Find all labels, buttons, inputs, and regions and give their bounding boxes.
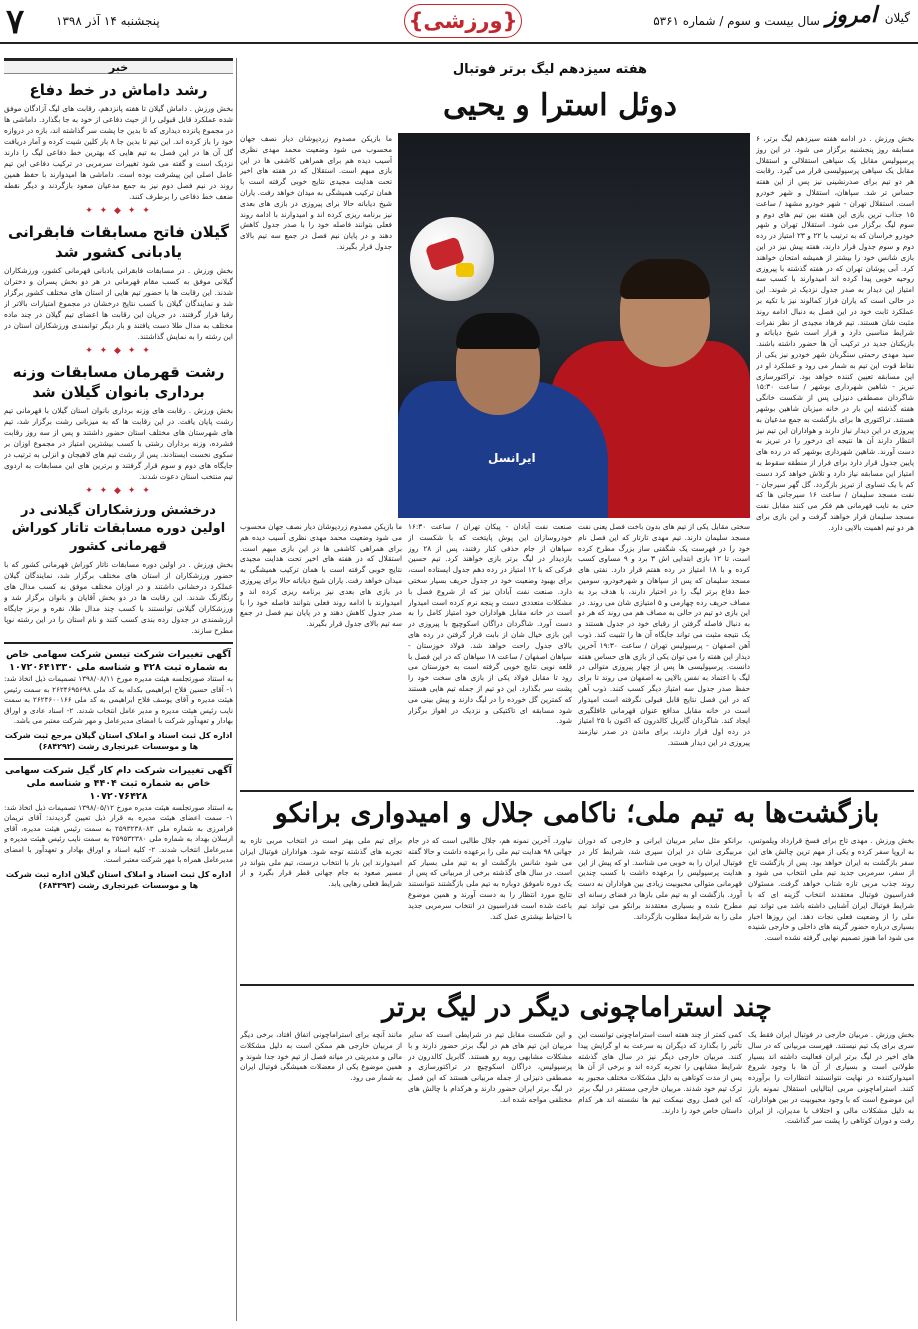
logo-name: امروز	[825, 2, 878, 28]
issue-number: سال بیست و سوم / شماره ۵۳۶۱	[653, 14, 820, 28]
news-body: بخش ورزش . رقابت های وزنه برداری بانوان استان گیلان با قهرمانی تیم رشت پایان یافت. در این رقابت ها که به میزبانی رشت برگزار شد، تیم های شهرستان های مختلف استان حضور داشتند و پس از سه روز رقابت فشرده، وزنه برداران رشتی با کسب بیشترین امتیاز در مجموع اوزان بر سکوی نخست ایستادند. پس از رشت تیم های لاهیجان و انزلی به ترتیب در جایگاه های دوم و سوم قرار گرفتند و برترین های این مسابقات به اردوی تیم منتخب استان دعوت شدند.	[4, 406, 233, 481]
shirt-sponsor: ایرانسل	[488, 451, 536, 465]
notice-footer: اداره کل ثبت اسناد و املاک استان گیلان مرجع ثبت شرکت ها و موسسات غیرتجاری رشت (۶۸۴۲۹۲)	[4, 730, 233, 751]
story-column: بخش ورزش . مربیان خارجی در فوتبال ایران فقط یک سری برای یک تیم نیستند. فهرست مربیانی که در سال های اخیر در لیگ برتر ایران فعالیت داشته اند بسیار طولانی است و بسیاری از آن ها با وجود شروع امیدوارکننده در نهایت نتوانستند انتظارات را برآورده کنند. استراماچونی مربی ایتالیایی استقلال نمونه بارز این موضوع است که با وجود محبوبیت در بین هواداران، به دلیل مشکلات مالی و اختلاف با مدیران، از ایران رفت و دوران کوتاهی را پشت سر گذاشت.	[748, 1030, 914, 1126]
sidebar-heading: خبر	[4, 58, 233, 74]
logo-region: گیلان	[884, 11, 910, 25]
story-column: ما بازیکن مصدوم زردپوشان دیار نصف جهان محسوب می شود وضعیت محمد مهدی نظری آسیب دیده هم برای همراهی کاشفی ها در این بازی مبهم است. استقلال که در هفته های اخیر تحت هدایت مجیدی نتایج خوبی گرفته است با همان ترکیب همیشگی به میدان خواهد رفت. یاران شیخ دیاباته حالا برای پیروزی در بازی های بعدی نیز برنامه ریزی کرده اند و امیدوارند با ادامه روند فعلی بتوانند فاصله خود را با صدر جدول کاهش دهند و در پایان نیم فصل در جمع سه تیم بالای جدول قرار بگیرند.	[240, 134, 392, 251]
story-headline: چند استراماچونی دیگر در لیگ برتر	[382, 992, 772, 1023]
news-body: بخش ورزش . در اولین دوره مسابقات تاتار کوراش قهرمانی کشور که با حضور ورزشکاران از استان های مختلف برگزار شد، نمایندگان گیلان عملکرد درخشانی داشتند و در اوزان مختلف موفق به کسب مدال های رنگارنگ شدند. این رقابت ها در دو بخش آقایان و بانوان برگزار شد و ورزشکاران گیلانی توانستند با کسب چند مدال طلا، نقره و برنز جایگاه ارزشمندی در جدول رده بندی کسب کنند و نام استان را در این رشته نوپا مطرح سازند.	[4, 560, 233, 635]
news-body: بخش ورزش . داماش گیلان تا هفته پانزدهم، رقابت های لیگ آزادگان موفق شده عملکرد قابل قبولی را از حیث دفاعی از خود به جا بگذارد. داماشی ها در مجموع پانزده دیداری که تا بدین جا پشت سر گذاشته اند، بازه در دروازه خود را باز کرده اند. این تیم تا بدین جا ۸ بار کلین شیت کرده و آمار دریافت گل آن ها در این فصل به تیم هایی که بهترین خط دفاعی لیگ را دارند نزدیک است و گفته می شود تغییرات سرمربی در ترکیب دفاعی این تیم عامل اصلی این پیشرفت بوده است. داماشی ها امیدوارند با حفظ همین روند در نیم فصل دوم نیز به جمع مدعیان صعود بازگردند و دیگر نقطه ضعف خط دفاعی را برطرف کنند.	[4, 104, 233, 201]
divider-ornament: ✦ ✦ ◆ ✦ ✦	[85, 346, 152, 356]
news-title: رشد داماش در خط دفاع	[29, 81, 208, 99]
news-sidebar	[4, 58, 233, 1321]
story-column: صنعت نفت آبادان - پیکان تهران / ساعت ۱۶:۳۰ خودروسازان این پوش پایتخت که با شکست از سپاهان از جام حذفی کنار رفتند، پس از ۲۸ روز بازدیدار در لیگ برتر بازی خواهند کرد. تیم حسین فرکی که با ۱۲ امتیاز در رده دهم جدول ایستاده است، برای بهبود وضعیت خود در جدول حریف بسیار سختی دارد. صنعت نفت آبادان نیز که از شروع فصل با مشکلات متعددی دست و پنجه نرم کرده است امیدوار است در خانه مقابل هواداران خود امتیاز کامل را به دست آورد. شاگردان دراگان اسکوچیچ با پیروزی در این بازی خیال شان از بابت قرار گرفتن در رده های بالای جدول راحت خواهد شد. فولاد خوزستان - سپاهان اصفهان / ساعت ۱۸ سپاهان که در این فصل با قلعه نویی نتایج خوبی گرفته است به خوزستان می رود تا مقابل فولاد یکی از بازی های سخت خود را پشت سر بگذارد. این دو تیم از جمله تیم هایی هستند که کمترین گل خورده را در لیگ دارند و پیش بینی می شود مسابقه ای تاکتیکی و نزدیک در اهواز برگزار شود.	[408, 522, 572, 726]
notice-title: آگهی تغییرات شرکت دام کار گیل شرکت سهامی خاص به شماره ثبت ۴۴۰۴ و شناسه ملی ۱۰۷۲۰۷۶۴۲۸	[4, 764, 233, 802]
story-column: نیاورد. آخرین نمونه هم، جلال طالبی است که در جام جهانی ۹۸ هدایت تیم ملی را برعهده داشت و حالا گفته می شود شانس بازگشت او به تیم ملی بسیار کم است. در سال های گذشته برخی از مربیانی که پس از یک دوره ناموفق دوباره به تیم ملی بازگشتند نتوانستند نتایج مورد انتظار را به دست آورند و همین موضوع باعث شده است فدراسیون در انتخاب سرمربی جدید با احتیاط بیشتری عمل کند.	[408, 836, 572, 921]
section-rule	[240, 984, 914, 986]
section-title: {ورزشی}	[404, 4, 522, 38]
legal-notice	[4, 642, 233, 752]
page-number: ۷	[6, 2, 25, 42]
story-headline: دوئل استرا و یحیی	[443, 88, 677, 123]
news-title: رشت قهرمان مسابقات وزنه برداری بانوان گیلان شد	[12, 363, 225, 401]
legal-notice	[4, 758, 233, 891]
issue-date: پنجشنبه ۱۴ آذر ۱۳۹۸	[56, 14, 160, 28]
notice-footer: اداره کل ثبت اسناد و املاک استان گیلان اداره ثبت شرکت ها و موسسات غیرتجاری رشت (۶۸۴۳۹۳)	[5, 869, 232, 890]
column-divider	[236, 58, 237, 1321]
story-column: سختی مقابل یکی از تیم های بدون باخت فصل یعنی نفت مسجد سلیمان دارند. تیم مهدی تارتار که این فصل نام خود را در فهرست یک شگفتی ساز بزرگ مطرح کرده است، تا ۱۲ بازی ابتدایی اش ۳ برد و ۹ مساوی کسب کرده و با ۱۸ امتیاز در رده هفتم قرار دارد. نفتی های مسجد سلیمان که پس از سپاهان و شهرخودرو، سومین خط دفاع برتر لیگ را در اختیار دارند، با هدف برد به مصاف حریف رده چهارمی و ۵ امتیازی شان می روند. در این بازی دو تیم در حالی به مصاف هم می روند که هر دو به دنبال فاصله گرفتن از رقبای خود در جدول هستند و یک نتیجه مثبت می تواند جایگاه آن ها را تثبیت کند. ذوب آهن اصفهان - پرسپولیس تهران / ساعت ۱۹:۳۰ آخرین دیدار این هفته را می توان یکی از بازی های حساس هفته دانست. پرسپولیسی ها پس از چهار پیروزی متوالی در لیگ با اعتماد به نفس بالایی به اصفهان می روند تا برای حفظ صدر جدول سه امتیاز دیگر کسب کنند. ذوب آهن که در این فصل نتایج قابل قبولی نگرفته است امیدوار است در خانه مقابل مدافع عنوان قهرمانی غافلگیری ایجاد کند. شاگردان گابریل کالدرون که اکنون با ۲۵ امتیاز در رده اول قرار دارند، برای ماندن در صدر نیازمند پیروزی در این دیدار هستند.	[578, 522, 750, 747]
page-header	[0, 0, 918, 44]
notice-body: به استناد صورتجلسه هیئت مدیره مورخ ۱۳۹۸/۰۵/۱۲ تصمیمات ذیل اتخاذ شد: ۱- سمت اعضای هیئت مدیره به قرار ذیل تعیین گردیدند: آقای نریمان فرامرزی به شماره ملی ۲۵۹۳۲۳۸۰۸۳ به سمت رئیس هیئت مدیره، آقای ارسلان بهداد به شماره ملی ۲۵۹۵۳۲۳۸۰ به سمت نایب رئیس هیئت مدیره و مدیرعامل انتخاب شدند. ۲- کلیه اسناد و اوراق بهادار و تعهدآور با امضای مدیرعامل همراه با مهر شرکت معتبر است.	[4, 802, 233, 864]
divider-ornament: ✦ ✦ ◆ ✦ ✦	[85, 486, 152, 496]
story-column: بخش ورزش . در ادامه هفته سیزدهم لیگ برتر، ۶ مسابقه روز پنجشنبه برگزار می شود. در این روز پرسپولیس مقابل یک سپاهی استقلالی و استقلال مقابل یک سپاهی پرسپولیسی قرار می گیرد. رقابت هر دو تیم برای صدرنشینی نیز پس از این هفته حساس تر شد. سپاهان، استقلال و شهر خودرو است. استقلال تهران - شهر خودرو مشهد / ساعت ۱۵ جذاب ترین بازی این هفته بین تیم های دوم و سوم لیگ برگزار می شود. استقلال تهران و شهر خودرو خراسان که به ترتیب با ۲۲ و ۲۳ امتیاز در رده دوم و سوم جدول قرار دارند، هفته پیش نیز در این بازی شانس خود را بیشتر از همیشه امتحان خواهند کرد. آبی پوشان تهران که در هفته گذشته با پیروزی روحیه خوبی پیدا کرده اند امیدوارند با کسب سه امتیاز این دیدار به صدر جدول نزدیک تر شوند. این در حالی است که یاران فراز کمالوند نیز با تکیه بر عملکرد ثابت خود در این فصل به دنبال ادامه روند مثبت شان هستند. تیم فرهاد مجیدی از نظر نفرات شرایط مناسبی دارد و قرار است شیخ دیاباته و بازیکنان جدید در ترکیب آن ها حضور داشته باشند. سید مهدی رحمتی سنگربان شهر خودرو نیز یکی از نقاط قوت این تیم به شمار می رود و عملکرد او در این مسابقه تعیین کننده خواهد بود. تراکتورسازی تبریز - شاهین شهرداری بوشهر / ساعت ۱۵:۳۰ شاگردان مصطفی دنیزلی پس از شکست خانگی هفته گذشته این بار در خانه میزبان شاهین بوشهر هستند. تراکتوری ها برای بازگشت به جمع مدعیان به پیروزی در این دیدار نیاز دارند و هواداران این تیم نیز انتظار دارند آن ها نتیجه ای درخور را در تبریز به دست آورند. شاهین شهرداری بوشهر که در رده های پایین جدول قرار دارد برای فرار از منطقه سقوط به امتیاز این مسابقه نیاز دارد و تلاش خواهد کرد دست کم با یک تساوی از تبریز بازگردد. گل گهر سیرجان - نفت مسجد سلیمان / ساعت ۱۶ سیرجانی ها که حتی به نایب قهرمانی هم فکر می کنند مقابل نفت مسجد سلیمان قرار خواهند گرفت و این بازی برای هر دو تیم اهمیت بالایی دارد.	[756, 134, 914, 532]
story-headline: بازگشت‌ها به تیم ملی؛ ناکامی جلال و امیدواری برانکو	[274, 798, 880, 829]
notice-body: به استناد صورتجلسه هیئت مدیره مورخ ۱۳۹۸/۰۸/۱۱ تصمیمات ذیل اتخاذ شد: ۱- آقای حسین فلاح ابراهیمی بکدله به کد ملی ۲۶۲۴۶۹۵۶۹۸ به سمت رئیس هیئت مدیره و آقای یوسف فلاح ابراهیمی به کد ملی ۲۶۲۴۶۰۰۱۶۶ به سمت نایب رئیس هیئت مدیره و مدیر عامل انتخاب شدند. ۲- اسناد عادی و اوراق بهادار و تعهدآور شرکت با امضای مدیرعامل و مهر شرکت معتبر می باشد.	[4, 674, 233, 725]
news-title: گیلان فاتح مسابقات فابقرانی یادبانی کشور شد	[7, 223, 230, 261]
story-column: برای تیم ملی بهتر است در انتخاب مربی تازه به تجربه های گذشته توجه شود. هواداران فوتبال ایران امیدوارند این بار با انتخاب درست، تیم ملی بتواند در مسیر صعود به جام جهانی قطر قرار بگیرد و از شرایط فعلی رهایی یابد.	[240, 836, 402, 889]
story-column: بخش ورزش . مهدی تاج برای فسخ قرارداد ویلموتس، به اروپا سفر کرده و یکی از مهم ترین چالش های این سفر بازگشت به ایران خواهد بود. پس از بازگشت تاج از سفر، سرمربی جدید تیم ملی انتخاب می شود و روند جذب مربی تازه شتاب خواهد گرفت. مسئولان فدراسیون فوتبال معتقدند انتخاب گزینه ای که با شرایط فوتبال ایران آشنایی داشته باشد می تواند تیم ملی را از وضعیت فعلی نجات دهد. این روزها اخبار بسیاری درباره حضور گزینه های داخلی و خارجی شنیده می شود اما هنوز تصمیم نهایی گرفته نشده است.	[748, 836, 914, 943]
story-column: و این شکست مقابل تیم در شرایطی است که سایر مربیان این تیم های هم در لیگ برتر حضور دارند و با مشکلات مشابهی روبه رو هستند. گابریل کالدرون در پرسپولیس، دراگان اسکوچیچ در تراکتورسازی و مصطفی دنیزلی از جمله مربیانی هستند که این فصل در لیگ برتر ایران حضور دارند و هرکدام با چالش های مختلفی مواجه شده اند.	[408, 1030, 572, 1104]
section-rule	[240, 790, 914, 792]
story-column: ما بازیکن مصدوم زردپوشان دیار نصف جهان محسوب می شود وضعیت محمد مهدی نظری آسیب دیده هم برای همراهی کاشفی ها در این بازی مبهم است. استقلال که در هفته های اخیر تحت هدایت مجیدی نتایج خوبی گرفته است با همان ترکیب همیشگی به میدان خواهد رفت. یاران شیخ دیاباته حالا برای پیروزی در بازی های بعدی نیز برنامه ریزی کرده اند و امیدوارند با ادامه روند فعلی بتوانند فاصله خود را با صدر جدول کاهش دهند و در پایان نیم فصل در جمع سه تیم بالای جدول قرار بگیرند.	[240, 522, 402, 629]
newspaper-logo	[826, 2, 910, 28]
news-title: درخشش ورزشکاران گیلانی در اولین دوره مسابقات تاتار کوراش قهرمانی کشور	[11, 503, 226, 554]
news-body: بخش ورزش . در مسابقات فابقرانی یادبانی قهرمانی کشور، ورزشکاران گیلانی موفق به کسب مقام قهرمانی در هر دو بخش پسران و دختران شدند. این رقابت ها با حضور تیم هایی از استان های مختلف کشور برگزار شد و نمایندگان گیلان با کسب نتایج درخشان در مجموع امتیازات بالاتر از رقبا قرار گرفتند. در جریان این رقابت ها اعضای تیم گیلان در چند ماده مختلف به مدال طلا دست یافتند و بار دیگر توانمندی ورزشکاران استان در این رشته را به نمایش گذاشتند.	[4, 266, 233, 341]
story-column: مانند آنچه برای استراماچونی اتفاق افتاد، برخی دیگر از مربیان خارجی هم ممکن است به دلیل مشکلات مالی و مدیریتی در میانه فصل از تیم خود جدا شوند و همین موضوع یکی از معضلات همیشگی فوتبال ایران به شمار می رود.	[240, 1030, 402, 1083]
match-photo	[398, 133, 750, 518]
divider-ornament: ✦ ✦ ◆ ✦ ✦	[85, 206, 152, 216]
story-column: برانکو مثل سایر مربیان ایرانی و خارجی که دوران مربیگری شان در ایران سپری شد، شرایط کار در فوتبال ایران را به خوبی می شناسد. او که پیش از این هدایت پرسپولیس را برعهده داشت با کسب چندین قهرمانی متوالی محبوبیت زیادی بین هواداران به دست آورد. بازگشت او به تیم ملی بارها در فضای رسانه ای مطرح شده و بسیاری معتقدند برانکو می تواند تیم ملی را به شرایط مطلوب بازگرداند.	[578, 836, 742, 921]
story-kicker: هفته سیزدهم لیگ برتر فوتبال	[452, 62, 648, 77]
story-column: کمی کمتر از چند هفته است استراماچونی توانست این تأثیر را بگذارد که دیگران به سرعت به او گرایش پیدا کنند. مربیان خارجی دیگر نیز در سال های گذشته شرایط مشابهی را تجربه کرده اند و برخی از آن ها پس از مدت کوتاهی به دلیل مشکلات مختلف مجبور به ترک تیم خود شدند. مربیان خارجی مستقر در لیگ برتر که این فصل روی نیمکت تیم ها نشسته اند هر کدام داستان خاص خود را دارند.	[578, 1030, 742, 1115]
notice-title: آگهی تغییرات شرکت تیسن شرکت سهامی خاص به شماره ثبت ۴۲۸ و شناسه ملی ۱۰۷۲۰۶۴۱۳۳۰	[5, 649, 232, 673]
